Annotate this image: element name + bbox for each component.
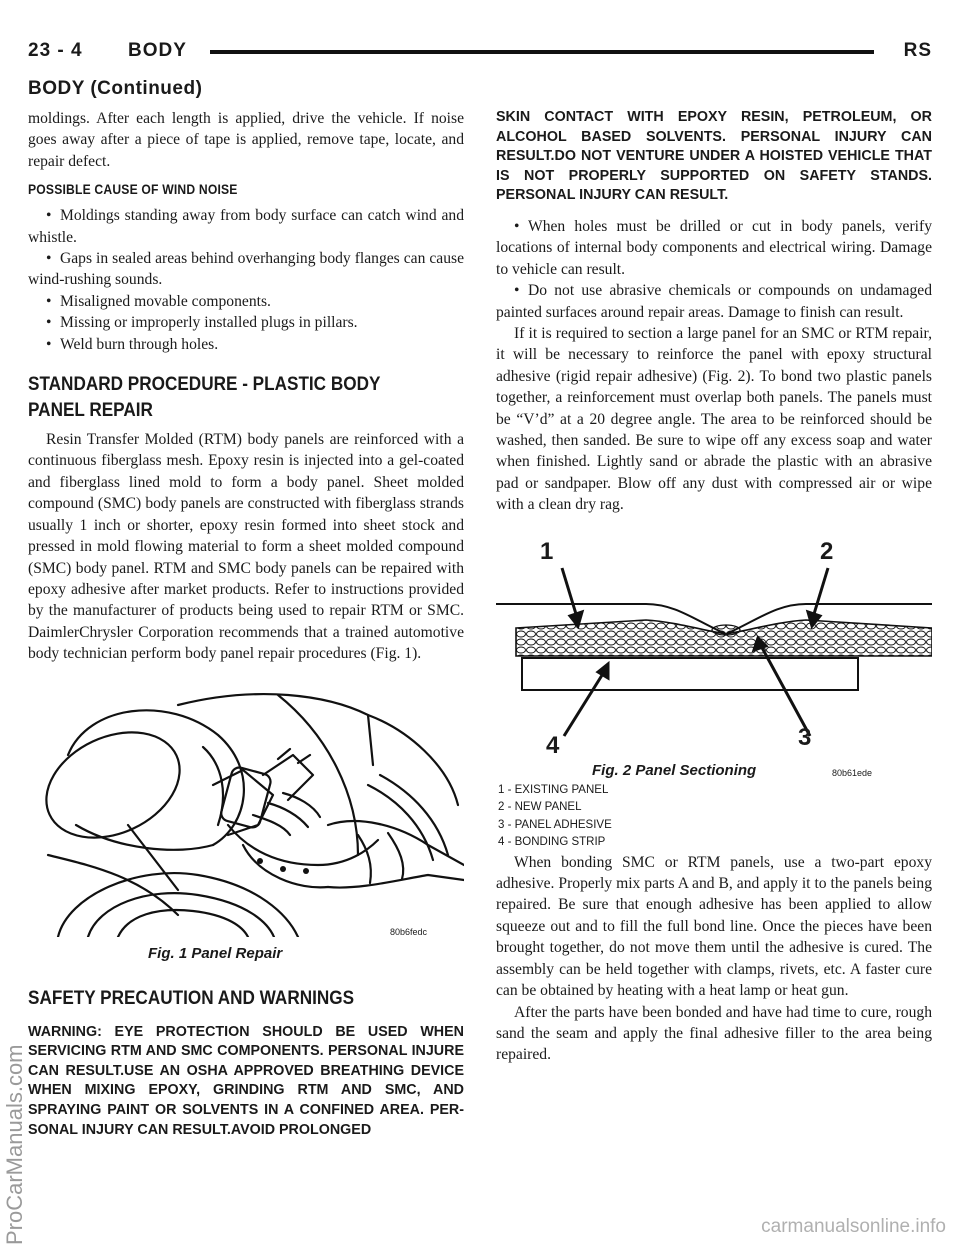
bullet-icon: • xyxy=(514,282,520,300)
bonding-paragraph: When bonding SMC or RTM panels, use a two-part epoxy adhesive. Properly mix parts A and B, and apply it to the panels being repaired. Be sure that enough adhesive has been applied to allow squeeze out and to fill the full bond line. Once the pieces have been brought together, do not move them until the adhesive is cured. The assembly can be held together with clamps, rivets, etc. A faster cure can be obtained by heating with a heat lamp or heat gun. xyxy=(496,853,932,1000)
legend-item: 3 - PANEL ADHESIVE xyxy=(498,818,612,831)
sectioning-paragraph: If it is required to section a large panel for an SMC or RTM repair, it will be necessary to reinforce the panel with epoxy structural adhesive (rigid repair adhesive) (Fig. 2). To bond two plastic panels together, a reinforcement must overlap both panels. The panels must be “V’d” at a 20 degree angle. The area to be reinforced should be washed, then sanded. Be sure to wipe off any excess soap and water when finished. Lightly sand or abrade the plastic with an abrasive pad or sandpaper. Blow off any dust with compressed air or wipe with a clean dry rag. xyxy=(496,325,932,514)
callout-3: 3 xyxy=(798,723,812,751)
safety-heading: SAFETY PRECAUTION AND WARNINGS xyxy=(28,986,355,1009)
list-item: • Gaps in sealed areas behind overhanging body flanges can cause wind-rushing sounds. xyxy=(28,250,464,289)
list-item: • Do not use abrasive chemicals or compounds on undamaged painted surfaces around repair areas. Damage to finish can result. xyxy=(496,282,932,321)
legend-item: 2 - NEW PANEL xyxy=(498,801,582,814)
header-rule xyxy=(210,50,874,54)
legend-item: 1 - EXISTING PANEL xyxy=(498,783,609,796)
callout-2: 2 xyxy=(820,537,834,565)
causes-heading: POSSIBLE CAUSE OF WIND NOISE xyxy=(28,182,238,198)
bullet-icon: • xyxy=(46,335,52,353)
warning-text-start: WARNING: EYE PROTECTION SHOULD BE USED WHEN SERVICING RTM AND SMC COMPONENTS. PERSONAL INJURE CAN RESULT.USE AN OSHA APPROVED BREATHING DEVICE WHEN MIXING EPOXY, GRINDING RTM AND SMC, AND SPRAYING PAINT OR SOLVENTS IN A CONFINED AREA. PERSONAL INJURY CAN RESULT.AVOID PROLONGED xyxy=(28,1023,464,1138)
sanding-paragraph: After the parts have been bonded and have had time to cure, rough sand the seam and apply the final adhesive filler to the area being repaired. xyxy=(496,1003,932,1064)
warning-text-end: SKIN CONTACT WITH EPOXY RESIN, PETROLEUM, OR ALCOHOL BASED SOLVENTS. PERSONAL INJURY CAN RESULT.DO NOT VENTURE UNDER A HOISTED VEHICLE THAT IS NOT PROPERLY SUPPORTED ON SAFETY STANDS. PERSONAL INJURY CAN RESULT. xyxy=(496,109,932,204)
bullet-icon: • xyxy=(46,292,52,310)
callout-1: 1 xyxy=(540,537,554,565)
figure-2 xyxy=(496,526,932,852)
figure-1-code: 80b6fedc xyxy=(390,926,428,937)
figure-2-code: 80b61ede xyxy=(832,767,873,778)
section-title: BODY xyxy=(128,40,187,61)
right-column xyxy=(496,108,932,1066)
causes-list xyxy=(28,205,464,355)
figure-2-caption: Fig. 2 Panel Sectioning xyxy=(592,761,757,779)
intro-paragraph: moldings. After each length is applied, drive the vehicle. If noise goes away after a piece of tape is applied, remove tape, locate, and repair defect. xyxy=(28,110,464,170)
figure-2-legend xyxy=(498,782,612,852)
continued-heading: BODY (Continued) xyxy=(28,78,203,99)
left-column xyxy=(28,108,464,1140)
page-header xyxy=(28,40,932,68)
precaution-list xyxy=(496,216,932,323)
panel-repair-illustration xyxy=(28,675,464,937)
side-watermark: ProCarManuals.com xyxy=(2,1044,27,1245)
page-number: 23 - 4 xyxy=(28,40,83,61)
list-item: • Moldings standing away from body surface can catch wind and whistle. xyxy=(28,207,464,246)
model-code: RS xyxy=(903,40,932,61)
legend-item: 4 - BONDING STRIP xyxy=(498,836,606,849)
bullet-icon: • xyxy=(46,250,52,268)
bullet-icon: • xyxy=(46,314,52,332)
procedure-paragraph: Resin Transfer Molded (RTM) body panels are reinforced with a continuous fiberglass mesh. Epoxy resin is injected into a gel-coated and fiberglass lined mold to form a body panel. Sheet molded compound (SMC) body panels are constructed with fiberglass strands usually 1 inch or shorter, epoxy resin formed into sheet stock and pressed in mold flowing material to form a sheet molded compound (SMC) body panel. RTM and SMC body panels can be repaired with epoxy adhesive after market products. Refer to instructions provided by the manufacturer of products being used to repair RTM or SMC. DaimlerChrysler Corporation recommends that a trained automotive body technician perform body panel repair procedures (Fig. 1). xyxy=(28,431,464,663)
list-item: • Misaligned movable components. xyxy=(28,291,464,312)
figure-1-caption: Fig. 1 Panel Repair xyxy=(148,944,283,962)
callout-4: 4 xyxy=(546,731,560,759)
bottom-watermark: carmanualsonline.info xyxy=(761,1216,946,1237)
list-item: • Missing or improperly installed plugs in pillars. xyxy=(28,312,464,333)
panel-sectioning-diagram xyxy=(496,526,932,766)
procedure-heading: STANDARD PROCEDURE - PLASTIC BODY PANEL REPAIR xyxy=(28,373,381,422)
list-item: • When holes must be drilled or cut in body panels, verify locations of internal body components and electrical wiring. Damage to vehicle can result. xyxy=(496,217,932,278)
figure-1 xyxy=(28,675,464,965)
bullet-icon: • xyxy=(46,207,52,225)
bullet-icon: • xyxy=(514,217,520,235)
list-item: • Weld burn through holes. xyxy=(28,334,464,355)
